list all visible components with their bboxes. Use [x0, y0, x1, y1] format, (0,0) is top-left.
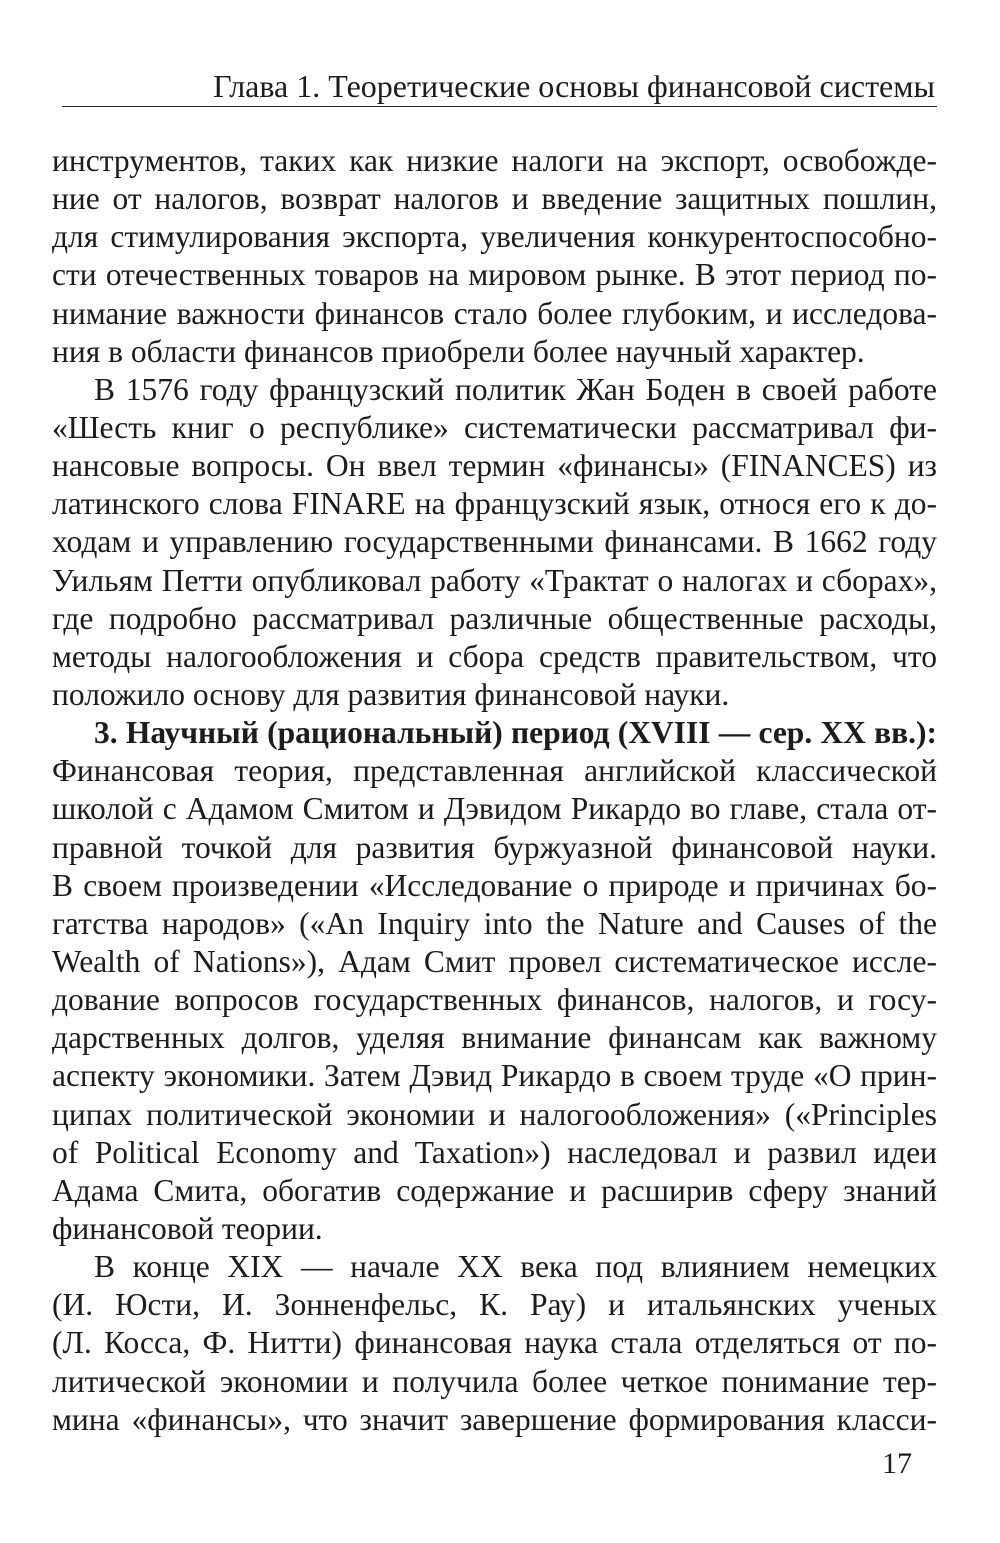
text-line: нансовые вопросы. Он ввел термин «финансы» (FINANCES) из	[52, 448, 937, 484]
text-line: методы налогообложения и сбора средств правительством, что	[52, 638, 937, 674]
text-line: В 1576 году французский политик Жан Боден в своей работе	[94, 371, 937, 407]
text-line: латинского слова FINARE на французский язык, относя его к до-	[52, 486, 937, 522]
text-line: гатства народов» («An Inquiry into the Nature and Causes of the	[52, 905, 937, 941]
text-line: финансовой теории.	[52, 1210, 323, 1246]
section-heading: 3. Научный (рациональный) период (XVIII — сер. XX вв.):	[94, 715, 937, 751]
text-line: мина «финансы», что значит завершение формирования класси-	[52, 1401, 937, 1437]
text-line: (И. Юсти, И. Зонненфельс, К. Рау) и итальянских ученых	[52, 1287, 937, 1323]
text-line: of Political Economy and Taxation») наследовал и развил идеи	[52, 1134, 937, 1170]
text-line: (Л. Косса, Ф. Нитти) финансовая наука стала отделяться от по-	[52, 1325, 937, 1361]
text-line: для стимулирования экспорта, увеличения конкурентоспособно-	[52, 219, 937, 255]
text-line: где подробно рассматривал различные общественные расходы,	[52, 600, 937, 636]
text-line: ние от налогов, возврат налогов и введение защитных пошлин,	[52, 181, 937, 217]
text-line: школой с Адамом Смитом и Дэвидом Рикардо во главе, стала от-	[52, 791, 937, 827]
text-line: дование вопросов государственных финансов, налогов, и госу-	[52, 982, 937, 1018]
text-line: аспекту экономики. Затем Дэвид Рикардо в своем труде «О прин-	[52, 1058, 937, 1094]
text-line: ципах политической экономии и налогообложения» («Principles	[52, 1096, 937, 1132]
text-line: нимание важности финансов стало более глубоким, и исследова-	[52, 295, 937, 331]
text-line: Уильям Петти опубликовал работу «Трактат о налогах и сборах»,	[52, 562, 937, 598]
text-line: В конце XIX — начале XX века под влиянием немецких	[94, 1249, 937, 1285]
text-line: Адама Смита, обогатив содержание и расширив сферу знаний	[52, 1172, 937, 1208]
section-heading-line	[52, 714, 937, 752]
text-line: правной точкой для развития буржуазной финансовой науки.	[52, 829, 937, 865]
text-line: Wealth of Nations»), Адам Смит провел систематическое иссле-	[52, 943, 937, 979]
text-line: ния в области финансов приобрели более научный характер.	[52, 333, 865, 369]
text-line: литической экономии и получила более четкое понимание тер-	[52, 1363, 937, 1399]
text-line: дарственных долгов, уделяя внимание финансам как важному	[52, 1020, 937, 1056]
running-header	[62, 66, 937, 107]
text-line: Финансовая теория, представленная английской классической	[52, 753, 937, 789]
text-line: «Шесть книг о республике» систематически рассматривал фи-	[52, 409, 937, 445]
page-number: 17	[882, 1447, 912, 1480]
text-line: инструментов, таких как низкие налоги на экспорт, освобожде-	[52, 143, 937, 178]
text-line: В своем произведении «Исследование о природе и причинах бо-	[52, 867, 937, 903]
text-line: ходам и управлению государственными финансами. В 1662 году	[52, 524, 937, 560]
body-text	[52, 142, 937, 1439]
text-line: сти отечественных товаров на мировом рынке. В этот период по-	[52, 257, 937, 293]
text-line: положило основу для развития финансовой науки.	[52, 676, 730, 712]
chapter-title: Глава 1. Теоретические основы финансовой системы	[213, 68, 935, 104]
